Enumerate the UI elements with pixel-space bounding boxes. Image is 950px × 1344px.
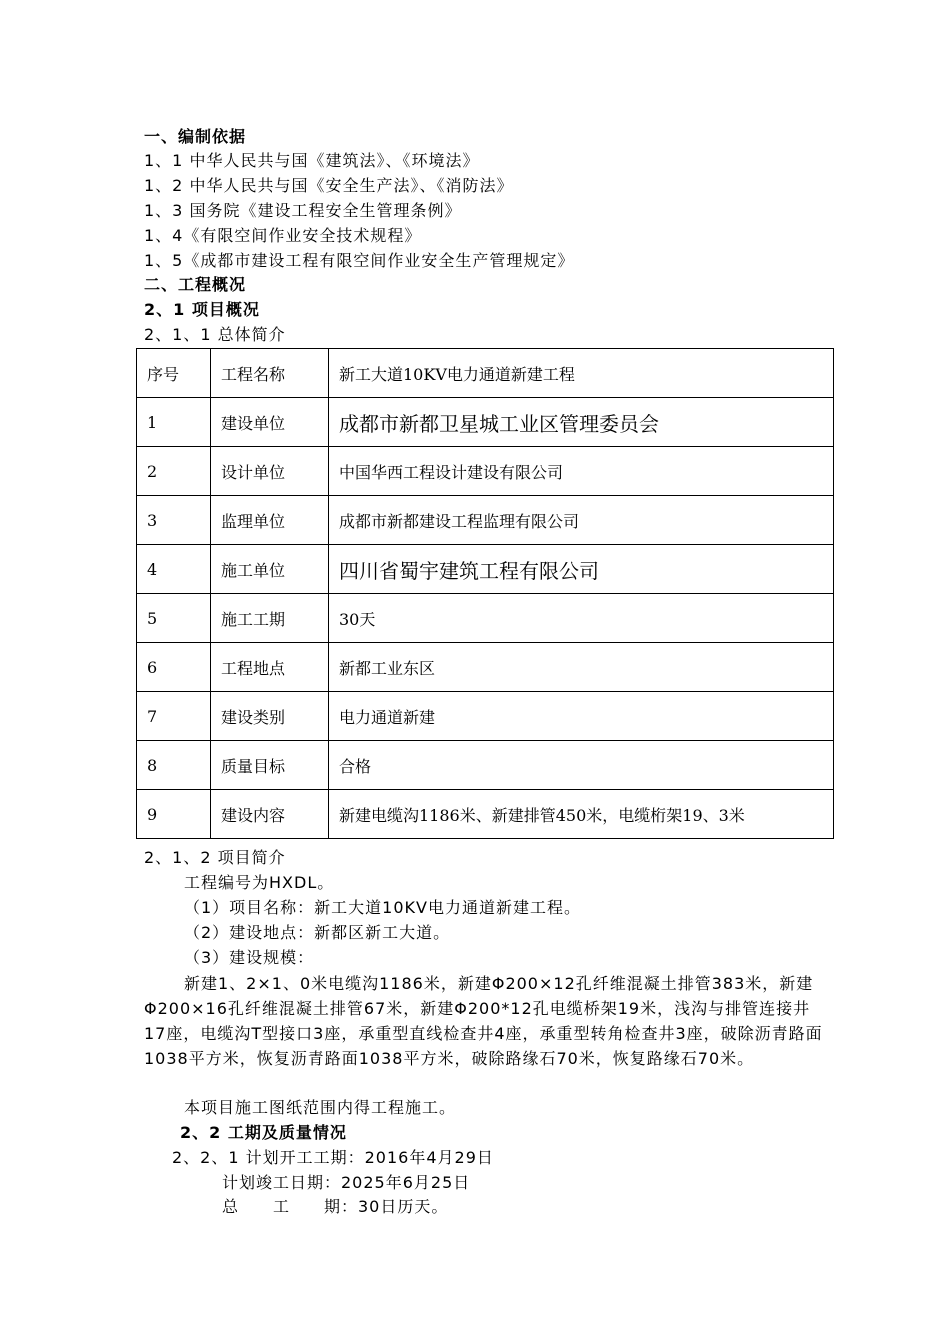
table-cell-index: 9 (137, 790, 211, 839)
table-cell-value: 合格 (329, 741, 834, 790)
table-header-cell: 新工大道10KV电力通道新建工程 (329, 349, 834, 398)
table-cell-label: 工程地点 (211, 643, 329, 692)
section-2-1-2-heading: 2、1、2 项目简介 (144, 848, 286, 867)
table-cell-label: 监理单位 (211, 496, 329, 545)
section-2-1-1-heading: 2、1、1 总体简介 (144, 325, 286, 344)
table-cell-label: 施工工期 (211, 594, 329, 643)
project-scope: 本项目施工图纸范围内得工程施工。 (184, 1098, 457, 1117)
table-cell-index: 3 (137, 496, 211, 545)
basis-item-2: 1、2 中华人民共与国《安全生产法》、《消防法》 (144, 176, 514, 195)
table-cell-index: 6 (137, 643, 211, 692)
table-cell-value: 新建电缆沟1186米、新建排管450米，电缆桁架19、3米 (329, 790, 834, 839)
basis-item-3: 1、3 国务院《建设工程安全生管理条例》 (144, 201, 462, 220)
table-row (137, 398, 834, 447)
table-cell-label: 建设类别 (211, 692, 329, 741)
planned-start: 2、2、1 计划开工工期：2016年4月29日 (172, 1148, 494, 1167)
table-row (137, 496, 834, 545)
basis-item-1: 1、1 中华人民共与国《建筑法》、《环境法》 (144, 151, 480, 170)
table-row (137, 594, 834, 643)
project-overview-table (136, 348, 834, 839)
table-cell-value: 电力通道新建 (329, 692, 834, 741)
table-cell-label: 设计单位 (211, 447, 329, 496)
planned-end: 计划竣工日期：2025年6月25日 (222, 1173, 471, 1192)
table-cell-label: 施工单位 (211, 545, 329, 594)
table-row (137, 447, 834, 496)
table-header-cell: 序号 (137, 349, 211, 398)
table-cell-value: 成都市新都卫星城工业区管理委员会 (329, 398, 834, 447)
table-cell-index: 1 (137, 398, 211, 447)
project-scale-text: 新建1、2×1、0米电缆沟1186米，新建Φ200×12孔纤维混凝土排管383米，新建Φ200×16孔纤维混凝土排管67米，新建Φ200*12孔电缆桥架19米，浅沟与排管连接井17座，电缆沟T型接口3座，承重型直线检查井4座，承重型转角检查井3座，破除沥青路面1038平方米，恢复沥青路面1038平方米，破除路缘石70米，恢复路缘石70米。 (144, 974, 823, 1068)
total-duration: 总 工 期：30日历天。 (222, 1197, 449, 1216)
table-cell-value: 新都工业东区 (329, 643, 834, 692)
basis-item-4: 1、4《有限空间作业安全技术规程》 (144, 226, 422, 245)
project-scale-heading: （3）建设规模： (184, 948, 315, 967)
table-cell-index: 2 (137, 447, 211, 496)
section-2-1-heading: 2、1 项目概况 (144, 300, 260, 319)
table-row (137, 692, 834, 741)
table-header-row (137, 349, 834, 398)
basis-item-5: 1、5《成都市建设工程有限空间作业安全生产管理规定》 (144, 251, 575, 270)
table-header-cell: 工程名称 (211, 349, 329, 398)
project-location: （2）建设地点：新都区新工大道。 (184, 923, 451, 942)
project-code: 工程编号为HXDL。 (184, 873, 335, 892)
table-row (137, 545, 834, 594)
section-2-2-heading: 2、2 工期及质量情况 (180, 1123, 347, 1142)
table-cell-value: 成都市新都建设工程监理有限公司 (329, 496, 834, 545)
table-cell-index: 4 (137, 545, 211, 594)
table-cell-label: 建设内容 (211, 790, 329, 839)
table-cell-index: 5 (137, 594, 211, 643)
table-cell-value: 中国华西工程设计建设有限公司 (329, 447, 834, 496)
table-cell-label: 质量目标 (211, 741, 329, 790)
table-row (137, 741, 834, 790)
table-cell-value: 四川省蜀宇建筑工程有限公司 (329, 545, 834, 594)
table-cell-index: 8 (137, 741, 211, 790)
section-1-heading: 一、编制依据 (144, 127, 247, 146)
project-name: （1）项目名称：新工大道10KV电力通道新建工程。 (184, 898, 581, 917)
section-2-heading: 二、工程概况 (144, 275, 247, 294)
table-cell-index: 7 (137, 692, 211, 741)
table-cell-value: 30天 (329, 594, 834, 643)
table-row (137, 643, 834, 692)
table-row (137, 790, 834, 839)
table-cell-label: 建设单位 (211, 398, 329, 447)
